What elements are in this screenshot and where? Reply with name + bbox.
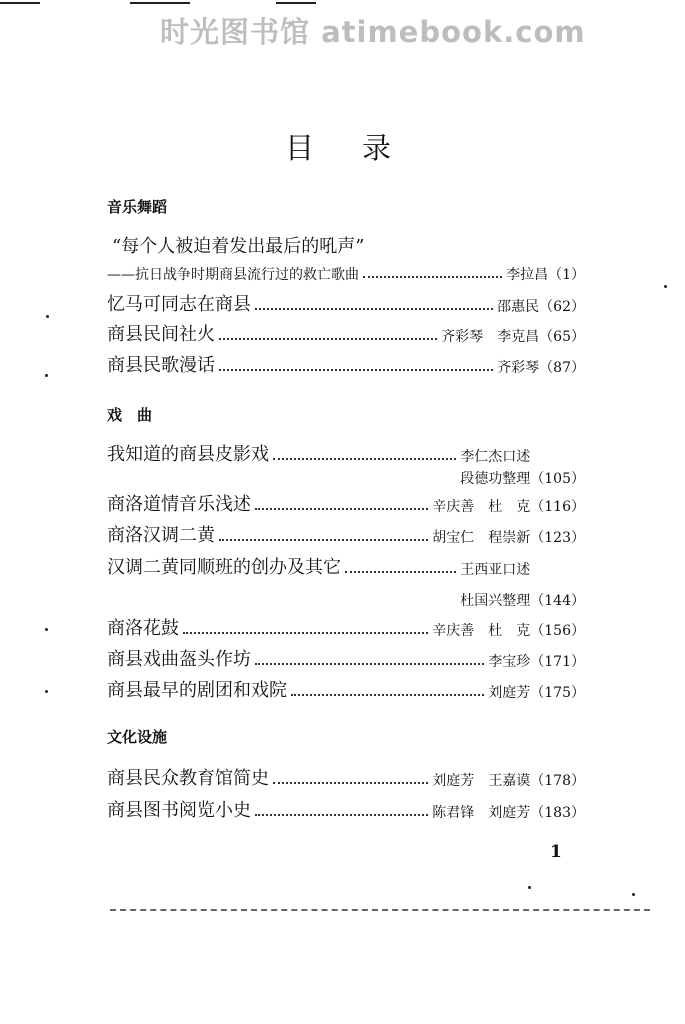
- toc-entry: [107, 796, 585, 822]
- toc-entry-title: 商县图书阅览小史: [107, 800, 251, 821]
- toc-entry: [107, 521, 585, 547]
- toc-entry-page: （1）: [548, 267, 585, 283]
- toc-entry-author: 杜国兴整理: [460, 593, 531, 609]
- toc-entry-title: 商县民间社火: [107, 324, 215, 345]
- toc-entry-title: 商县最早的剧团和戏院: [107, 680, 287, 701]
- page-title: 目录: [285, 131, 440, 165]
- scan-speck: [664, 285, 667, 288]
- leader-dots: [345, 571, 456, 573]
- toc-entry-subtitle: ——抗日战争时期商县流行过的救亡歌曲: [107, 267, 359, 283]
- toc-entry-author: 辛庆善: [432, 623, 475, 639]
- scan-speck: [528, 886, 531, 889]
- toc-entry-author: 辛庆善: [432, 499, 475, 515]
- toc-entry-title: 商县民歌漫话: [107, 355, 215, 376]
- section-heading-music: 音乐舞蹈: [107, 198, 168, 216]
- toc-entry-continuation: [460, 590, 585, 610]
- toc-entry-page: （171）: [530, 654, 585, 670]
- leader-dots: [255, 814, 428, 816]
- toc-entry-title: 商县戏曲盔头作坊: [107, 649, 251, 670]
- toc-entry-author: 李宝珍: [488, 654, 531, 670]
- toc-entry-author: 刘庭芳: [432, 773, 475, 789]
- leader-dots: [219, 539, 428, 541]
- page-number: 1: [550, 842, 562, 862]
- toc-entry-page: （123）: [530, 530, 585, 546]
- toc-entry-title: 商县民众教育馆简史: [107, 768, 269, 789]
- bottom-rule: [110, 909, 650, 911]
- leader-dots: [255, 308, 493, 310]
- toc-entry: [107, 440, 585, 466]
- toc-entry-author: 齐彩琴: [441, 329, 484, 345]
- toc-entry-author: 杜 克: [488, 499, 531, 515]
- toc-entry-page: （65）: [539, 329, 585, 345]
- toc-entry-author: 王西亚口述: [460, 562, 531, 578]
- toc-entry: [107, 645, 585, 671]
- toc-entry: [107, 320, 585, 346]
- toc-entry-author: 刘庭芳: [488, 805, 531, 821]
- section-heading-culture: 文化设施: [107, 728, 168, 746]
- leader-dots: [183, 632, 428, 634]
- toc-entry-page: （116）: [530, 499, 585, 515]
- leader-dots: [255, 663, 484, 665]
- toc-entry-title: 我知道的商县皮影戏: [107, 444, 269, 465]
- leader-dots: [291, 694, 484, 696]
- toc-entry-author: 李克昌: [497, 329, 540, 345]
- scan-speck: [46, 315, 49, 318]
- toc-entry-continuation: [460, 468, 585, 488]
- toc-entry-author: 胡宝仁: [432, 530, 475, 546]
- toc-entry-title: 商洛花鼓: [107, 618, 179, 639]
- scan-speck: [632, 893, 635, 896]
- toc-entry-author: 陈君锋: [432, 805, 475, 821]
- toc-entry-page: （156）: [530, 623, 585, 639]
- toc-entry-title: 商洛汉调二黄: [107, 525, 215, 546]
- toc-entry: [107, 290, 585, 316]
- toc-entry-page: （175）: [530, 685, 585, 701]
- top-rule: [276, 2, 316, 4]
- toc-entry: [107, 258, 585, 284]
- watermark: 时光图书馆 atimebook.com: [160, 15, 586, 49]
- toc-entry-page: （178）: [530, 773, 585, 789]
- toc-entry: [107, 676, 585, 702]
- toc-entry-page: （183）: [530, 805, 585, 821]
- toc-entry-author: 杜 克: [488, 623, 531, 639]
- toc-entry: [107, 553, 585, 579]
- scan-speck: [45, 690, 48, 693]
- toc-entry-author: 刘庭芳: [488, 685, 531, 701]
- toc-entry-page: （105）: [530, 471, 585, 487]
- leader-dots: [273, 782, 428, 784]
- top-rule: [130, 2, 190, 4]
- scan-speck: [45, 628, 48, 631]
- toc-entry-title: 汉调二黄同顺班的创办及其它: [107, 557, 341, 578]
- leader-dots: [363, 276, 502, 278]
- toc-entry-author: 邵惠民: [497, 299, 540, 315]
- toc-entry: [107, 351, 585, 377]
- leader-dots: [255, 508, 428, 510]
- toc-entry-author: 程崇新: [488, 530, 531, 546]
- toc-entry-page: （144）: [530, 593, 585, 609]
- toc-entry-title: 商洛道情音乐浅述: [107, 494, 251, 515]
- toc-entry-page: （87）: [539, 360, 585, 376]
- leader-dots: [219, 369, 493, 371]
- leader-dots: [273, 458, 456, 460]
- toc-entry-author: 齐彩琴: [497, 360, 540, 376]
- toc-entry-author: 李仁杰口述: [460, 449, 531, 465]
- toc-entry-author: 王嘉谟: [488, 773, 531, 789]
- toc-entry-title: “每个人被迫着发出最后的吼声”: [112, 236, 365, 257]
- section-heading-opera: 戏 曲: [107, 406, 153, 424]
- toc-entry: [107, 490, 585, 516]
- top-rule: [0, 2, 40, 4]
- toc-entry: [107, 614, 585, 640]
- toc-entry-author: 李拉昌: [506, 267, 549, 283]
- toc-entry-page: （62）: [539, 299, 585, 315]
- toc-entry-author: 段德功整理: [460, 471, 531, 487]
- toc-entry: [107, 764, 585, 790]
- scan-speck: [45, 374, 48, 377]
- toc-entry-title: 忆马可同志在商县: [107, 294, 251, 315]
- leader-dots: [219, 338, 437, 340]
